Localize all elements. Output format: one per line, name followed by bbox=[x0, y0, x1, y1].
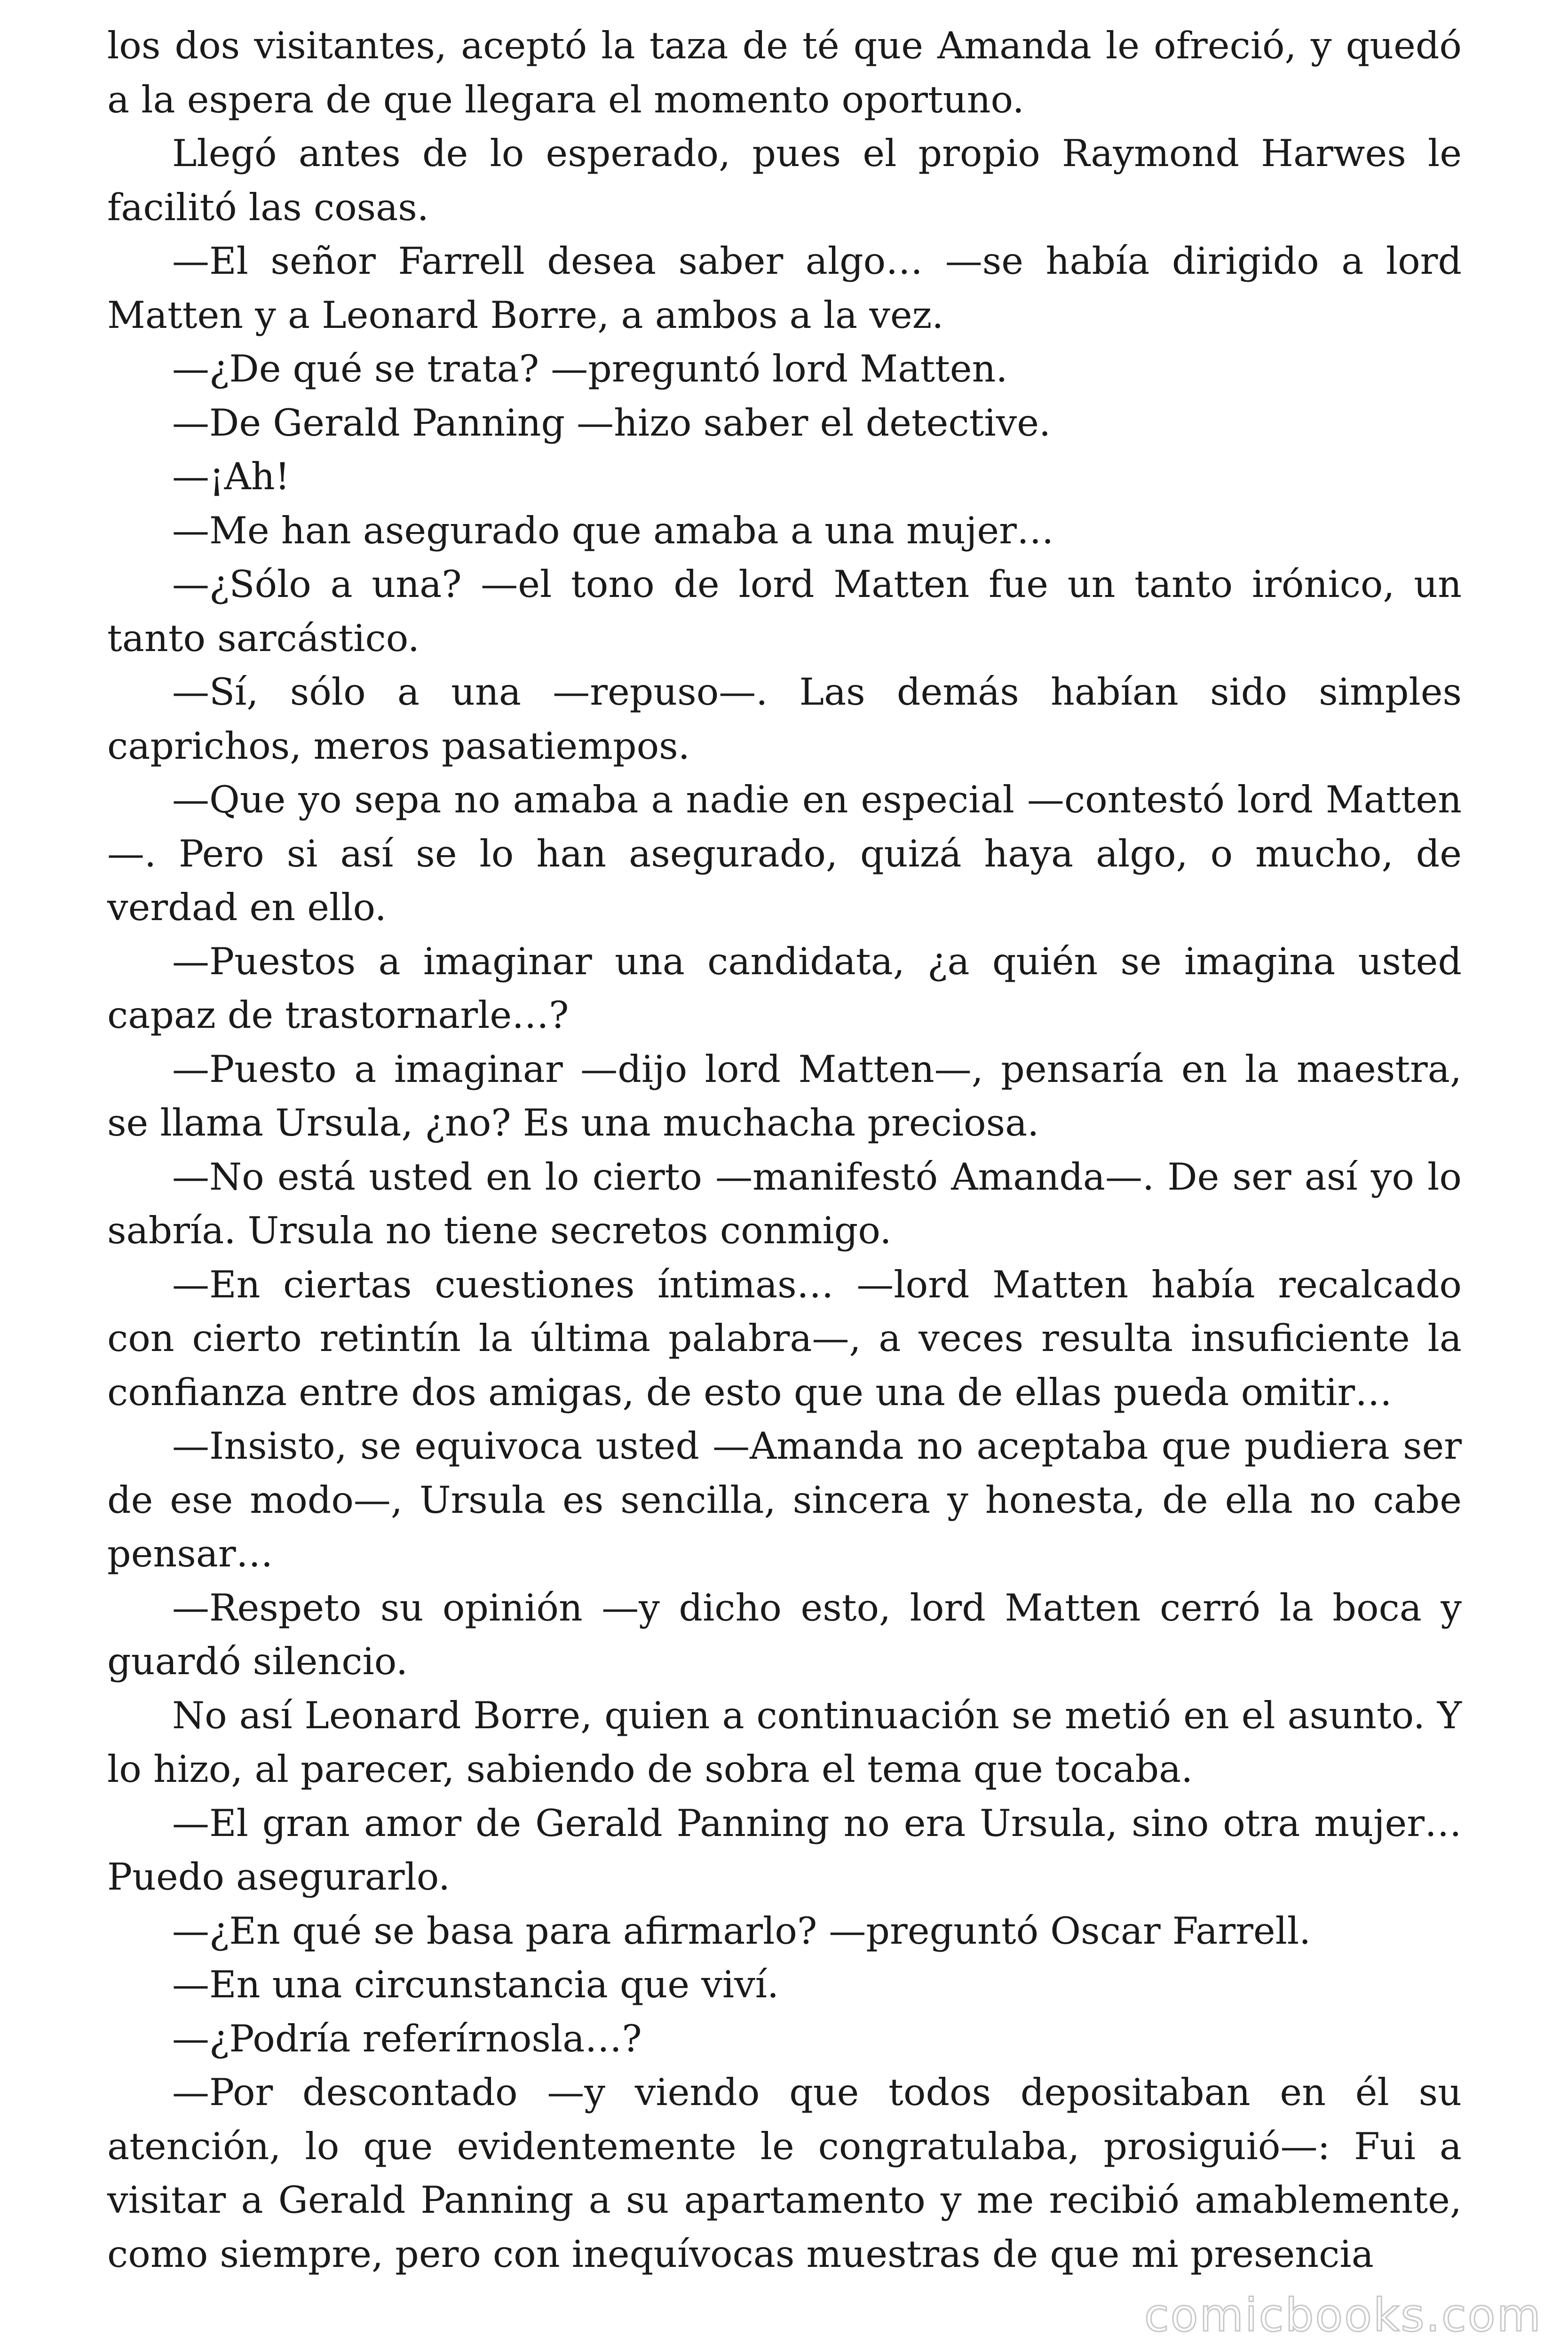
paragraph: —Puesto a imaginar —dijo lord Matten—, pensaría en la maestra, se llama Ursula, ¿no? Es una muchacha preciosa. bbox=[107, 1047, 1462, 1144]
paragraph: Llegó antes de lo esperado, pues el propio Raymond Harwes le facilitó las cosas. bbox=[107, 132, 1462, 229]
paragraph: —Respeto su opinión —y dicho esto, lord Matten cerró la boca y guardó silencio. bbox=[107, 1586, 1462, 1683]
paragraph: —¿En qué se basa para afirmarlo? —preguntó Oscar Farrell. bbox=[172, 1909, 1311, 1953]
paragraph: —El señor Farrell desea saber algo… —se había dirigido a lord Matten y a Leonard Borre, a ambos a la vez. bbox=[107, 239, 1462, 337]
paragraph: —En una circunstancia que viví. bbox=[172, 1963, 779, 2006]
paragraph: —Puestos a imaginar una candidata, ¿a quién se imagina usted capaz de trastornarle…? bbox=[107, 939, 1462, 1037]
paragraph: —El gran amor de Gerald Panning no era Ursula, sino otra mujer… Puedo asegurarlo. bbox=[107, 1801, 1462, 1899]
paragraph: —¡Ah! bbox=[172, 455, 290, 498]
paragraph: los dos visitantes, aceptó la taza de té que Amanda le ofreció, y quedó a la espera de que llegara el momento oportuno. bbox=[107, 24, 1462, 121]
paragraph: —¿De qué se trata? —preguntó lord Matten. bbox=[172, 347, 1008, 390]
paragraph: —Que yo sepa no amaba a nadie en especial —contestó lord Matten—. Pero si así se lo han asegurado, quizá haya algo, o mucho, de verdad en ello. bbox=[107, 778, 1462, 929]
paragraph: —En ciertas cuestiones íntimas… —lord Matten había recalcado con cierto retintín la última palabra—, a veces resulta insuficiente la confianza entre dos amigas, de esto que una de ellas pueda omitir… bbox=[107, 1263, 1462, 1414]
paragraph: —De Gerald Panning —hizo saber el detective. bbox=[172, 401, 1051, 445]
watermark: comicbooks.com bbox=[1144, 2289, 1542, 2342]
paragraph: —¿Podría referírnosla…? bbox=[172, 2017, 642, 2060]
paragraph: —Sí, sólo a una —repuso—. Las demás habían sido simples caprichos, meros pasatiempos. bbox=[107, 670, 1462, 768]
paragraph: —Me han asegurado que amaba a una mujer… bbox=[172, 509, 1054, 552]
paragraph: —No está usted en lo cierto —manifestó Amanda—. De ser así yo lo sabría. Ursula no tiene secretos conmigo. bbox=[107, 1155, 1462, 1252]
book-page-text bbox=[107, 19, 1462, 2281]
paragraph: —¿Sólo a una? —el tono de lord Matten fue un tanto irónico, un tanto sarcástico. bbox=[107, 563, 1462, 660]
paragraph: —Por descontado —y viendo que todos depositaban en él su atención, lo que evidentemente le congratulaba, prosiguió—: Fui a visitar a Gerald Panning a su apartamento y me recibió amablemente, como siempre, pero con inequívocas muestras de que mi presencia bbox=[107, 2071, 1462, 2276]
paragraph: No así Leonard Borre, quien a continuación se metió en el asunto. Y lo hizo, al parecer, sabiendo de sobra el tema que tocaba. bbox=[107, 1693, 1462, 1791]
paragraph: —Insisto, se equivoca usted —Amanda no aceptaba que pudiera ser de ese modo—, Ursula es sencilla, sincera y honesta, de ella no cabe pensar… bbox=[107, 1424, 1462, 1575]
